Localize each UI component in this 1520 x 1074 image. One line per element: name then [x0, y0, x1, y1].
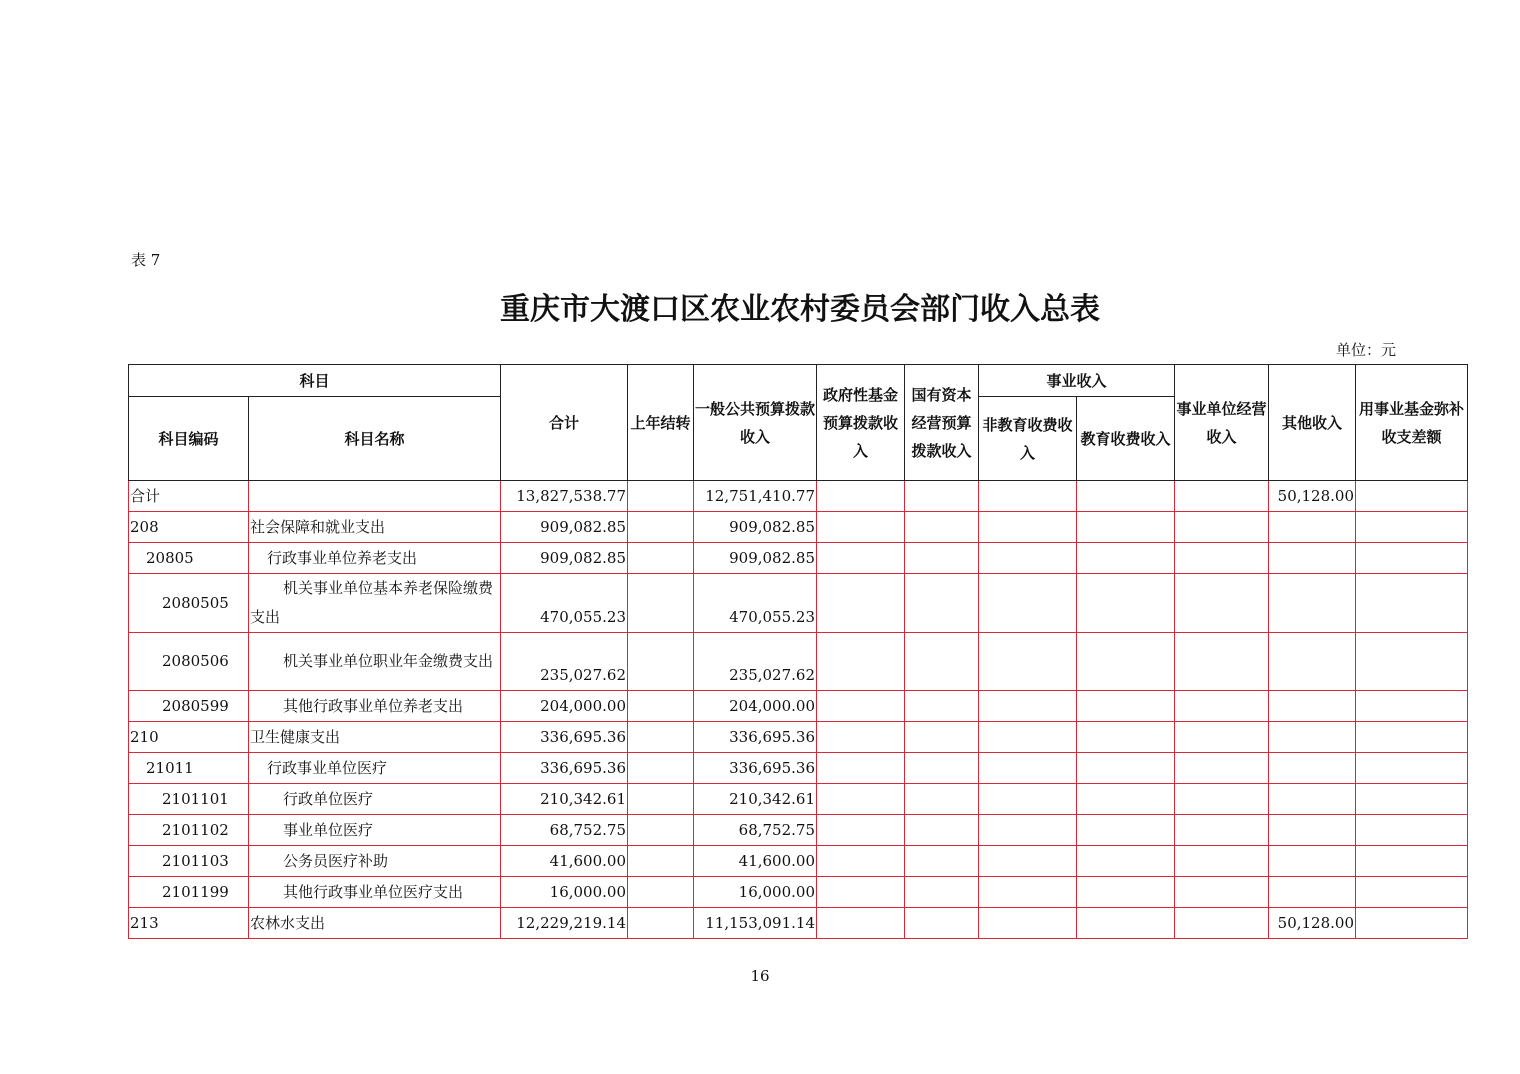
- row-total: 41,600.00: [501, 846, 628, 877]
- row-edu-fee: [1077, 481, 1175, 512]
- row-state-capital: [905, 722, 979, 753]
- row-general-budget: 470,055.23: [694, 574, 817, 633]
- row-fund-cover: [1356, 574, 1468, 633]
- row-general-budget: 909,082.85: [694, 512, 817, 543]
- income-summary-table: [128, 364, 1468, 939]
- row-carryover: [628, 784, 694, 815]
- row-other: [1269, 846, 1356, 877]
- table-body: [129, 481, 1468, 939]
- row-other: [1269, 633, 1356, 691]
- row-total: 336,695.36: [501, 753, 628, 784]
- row-total: 210,342.61: [501, 784, 628, 815]
- row-gov-fund: [817, 633, 905, 691]
- page-title: 重庆市大渡口区农业农村委员会部门收入总表: [500, 292, 1100, 327]
- row-carryover: [628, 722, 694, 753]
- row-general-budget: 235,027.62: [694, 633, 817, 691]
- row-total: 12,229,219.14: [501, 908, 628, 939]
- table-row: [129, 784, 1468, 815]
- row-non-edu-fee: [979, 846, 1077, 877]
- header-state-capital: 国有资本经营预算拨款收入: [905, 365, 979, 481]
- row-carryover: [628, 543, 694, 574]
- row-general-budget: 204,000.00: [694, 691, 817, 722]
- row-code: 21011: [129, 753, 249, 784]
- row-name: 机关事业单位职业年金缴费支出: [249, 633, 501, 691]
- row-operating: [1175, 481, 1269, 512]
- table-row: [129, 691, 1468, 722]
- row-general-budget: 41,600.00: [694, 846, 817, 877]
- row-general-budget: 11,153,091.14: [694, 908, 817, 939]
- row-code: 2080599: [129, 691, 249, 722]
- row-general-budget: 909,082.85: [694, 543, 817, 574]
- row-total: 336,695.36: [501, 722, 628, 753]
- row-operating: [1175, 574, 1269, 633]
- row-other: [1269, 722, 1356, 753]
- row-edu-fee: [1077, 784, 1175, 815]
- row-non-edu-fee: [979, 784, 1077, 815]
- row-fund-cover: [1356, 784, 1468, 815]
- table-row: [129, 815, 1468, 846]
- header-general-budget: 一般公共预算拨款收入: [694, 365, 817, 481]
- row-gov-fund: [817, 481, 905, 512]
- row-operating: [1175, 846, 1269, 877]
- row-name: 公务员医疗补助: [249, 846, 501, 877]
- row-operating: [1175, 753, 1269, 784]
- row-fund-cover: [1356, 722, 1468, 753]
- row-carryover: [628, 574, 694, 633]
- row-other: 50,128.00: [1269, 908, 1356, 939]
- row-gov-fund: [817, 877, 905, 908]
- table-label: 表 7: [131, 251, 161, 269]
- row-non-edu-fee: [979, 574, 1077, 633]
- row-state-capital: [905, 815, 979, 846]
- row-state-capital: [905, 784, 979, 815]
- row-edu-fee: [1077, 633, 1175, 691]
- row-total: 909,082.85: [501, 512, 628, 543]
- row-code: 2101102: [129, 815, 249, 846]
- row-name: 行政事业单位养老支出: [249, 543, 501, 574]
- row-operating: [1175, 691, 1269, 722]
- header-total: 合计: [501, 365, 628, 481]
- row-non-edu-fee: [979, 512, 1077, 543]
- row-name: 行政单位医疗: [249, 784, 501, 815]
- row-total: 909,082.85: [501, 543, 628, 574]
- row-state-capital: [905, 633, 979, 691]
- row-code: 213: [129, 908, 249, 939]
- row-state-capital: [905, 481, 979, 512]
- row-non-edu-fee: [979, 633, 1077, 691]
- row-name: 机关事业单位基本养老保险缴费支出: [249, 574, 501, 633]
- row-carryover: [628, 815, 694, 846]
- row-edu-fee: [1077, 574, 1175, 633]
- row-carryover: [628, 633, 694, 691]
- row-name: 卫生健康支出: [249, 722, 501, 753]
- row-edu-fee: [1077, 512, 1175, 543]
- row-carryover: [628, 481, 694, 512]
- table-row: [129, 633, 1468, 691]
- header-name: 科目名称: [249, 397, 501, 481]
- row-edu-fee: [1077, 753, 1175, 784]
- row-operating: [1175, 815, 1269, 846]
- row-code: 2080505: [129, 574, 249, 633]
- row-other: [1269, 512, 1356, 543]
- row-other: [1269, 784, 1356, 815]
- row-gov-fund: [817, 543, 905, 574]
- row-total: 13,827,538.77: [501, 481, 628, 512]
- row-fund-cover: [1356, 815, 1468, 846]
- row-name: 其他行政事业单位医疗支出: [249, 877, 501, 908]
- row-code: 2080506: [129, 633, 249, 691]
- row-edu-fee: [1077, 877, 1175, 908]
- row-code: 2101103: [129, 846, 249, 877]
- table-row: [129, 543, 1468, 574]
- row-name: 事业单位医疗: [249, 815, 501, 846]
- row-gov-fund: [817, 908, 905, 939]
- row-fund-cover: [1356, 512, 1468, 543]
- row-non-edu-fee: [979, 815, 1077, 846]
- row-state-capital: [905, 908, 979, 939]
- row-operating: [1175, 877, 1269, 908]
- row-state-capital: [905, 691, 979, 722]
- row-state-capital: [905, 574, 979, 633]
- header-carryover: 上年结转: [628, 365, 694, 481]
- row-fund-cover: [1356, 846, 1468, 877]
- row-non-edu-fee: [979, 722, 1077, 753]
- header-business-income: 事业收入: [979, 365, 1175, 397]
- row-code: 2101199: [129, 877, 249, 908]
- row-gov-fund: [817, 691, 905, 722]
- row-general-budget: 336,695.36: [694, 722, 817, 753]
- row-name: 农林水支出: [249, 908, 501, 939]
- row-other: [1269, 815, 1356, 846]
- row-total: 235,027.62: [501, 633, 628, 691]
- row-edu-fee: [1077, 908, 1175, 939]
- table-row: [129, 846, 1468, 877]
- row-fund-cover: [1356, 753, 1468, 784]
- row-non-edu-fee: [979, 481, 1077, 512]
- row-edu-fee: [1077, 846, 1175, 877]
- row-other: [1269, 574, 1356, 633]
- header-operating: 事业单位经营收入: [1175, 365, 1269, 481]
- header-non-edu-fee: 非教育收费收入: [979, 397, 1077, 481]
- row-operating: [1175, 908, 1269, 939]
- header-other: 其他收入: [1269, 365, 1356, 481]
- row-code: 208: [129, 512, 249, 543]
- row-fund-cover: [1356, 543, 1468, 574]
- row-carryover: [628, 877, 694, 908]
- row-fund-cover: [1356, 691, 1468, 722]
- row-code: 210: [129, 722, 249, 753]
- row-state-capital: [905, 877, 979, 908]
- row-operating: [1175, 784, 1269, 815]
- row-edu-fee: [1077, 691, 1175, 722]
- row-code: 2101101: [129, 784, 249, 815]
- row-gov-fund: [817, 574, 905, 633]
- row-code: 合计: [129, 481, 249, 512]
- row-general-budget: 16,000.00: [694, 877, 817, 908]
- row-other: [1269, 753, 1356, 784]
- row-non-edu-fee: [979, 753, 1077, 784]
- table-row: [129, 877, 1468, 908]
- table-row: [129, 574, 1468, 633]
- row-carryover: [628, 512, 694, 543]
- row-name: 行政事业单位医疗: [249, 753, 501, 784]
- row-non-edu-fee: [979, 877, 1077, 908]
- row-total: 68,752.75: [501, 815, 628, 846]
- row-fund-cover: [1356, 481, 1468, 512]
- row-state-capital: [905, 753, 979, 784]
- row-edu-fee: [1077, 543, 1175, 574]
- row-gov-fund: [817, 512, 905, 543]
- row-operating: [1175, 512, 1269, 543]
- row-carryover: [628, 753, 694, 784]
- header-subject: 科目: [129, 365, 501, 397]
- row-general-budget: 210,342.61: [694, 784, 817, 815]
- row-total: 204,000.00: [501, 691, 628, 722]
- row-gov-fund: [817, 815, 905, 846]
- header-gov-fund: 政府性基金预算拨款收入: [817, 365, 905, 481]
- row-other: [1269, 877, 1356, 908]
- row-carryover: [628, 908, 694, 939]
- header-edu-fee: 教育收费收入: [1077, 397, 1175, 481]
- table-row: [129, 512, 1468, 543]
- unit-label: 单位：元: [1336, 341, 1397, 359]
- row-non-edu-fee: [979, 691, 1077, 722]
- row-code: 20805: [129, 543, 249, 574]
- row-fund-cover: [1356, 877, 1468, 908]
- row-non-edu-fee: [979, 543, 1077, 574]
- row-fund-cover: [1356, 633, 1468, 691]
- row-fund-cover: [1356, 908, 1468, 939]
- row-state-capital: [905, 543, 979, 574]
- table-row: [129, 753, 1468, 784]
- row-total: 16,000.00: [501, 877, 628, 908]
- row-other: [1269, 691, 1356, 722]
- row-total: 470,055.23: [501, 574, 628, 633]
- row-general-budget: 12,751,410.77: [694, 481, 817, 512]
- header-code: 科目编码: [129, 397, 249, 481]
- row-general-budget: 336,695.36: [694, 753, 817, 784]
- row-other: [1269, 543, 1356, 574]
- row-name: 社会保障和就业支出: [249, 512, 501, 543]
- row-name: [249, 481, 501, 512]
- row-name: 其他行政事业单位养老支出: [249, 691, 501, 722]
- row-gov-fund: [817, 722, 905, 753]
- table-row: [129, 722, 1468, 753]
- table-row: [129, 481, 1468, 512]
- table-row: [129, 908, 1468, 939]
- header-fund-cover: 用事业基金弥补收支差额: [1356, 365, 1468, 481]
- row-carryover: [628, 846, 694, 877]
- row-other: 50,128.00: [1269, 481, 1356, 512]
- row-operating: [1175, 633, 1269, 691]
- row-edu-fee: [1077, 722, 1175, 753]
- row-gov-fund: [817, 846, 905, 877]
- row-general-budget: 68,752.75: [694, 815, 817, 846]
- row-operating: [1175, 543, 1269, 574]
- row-gov-fund: [817, 753, 905, 784]
- row-edu-fee: [1077, 815, 1175, 846]
- row-operating: [1175, 722, 1269, 753]
- row-state-capital: [905, 512, 979, 543]
- row-gov-fund: [817, 784, 905, 815]
- page-number: 16: [750, 967, 770, 985]
- row-non-edu-fee: [979, 908, 1077, 939]
- row-carryover: [628, 691, 694, 722]
- row-state-capital: [905, 846, 979, 877]
